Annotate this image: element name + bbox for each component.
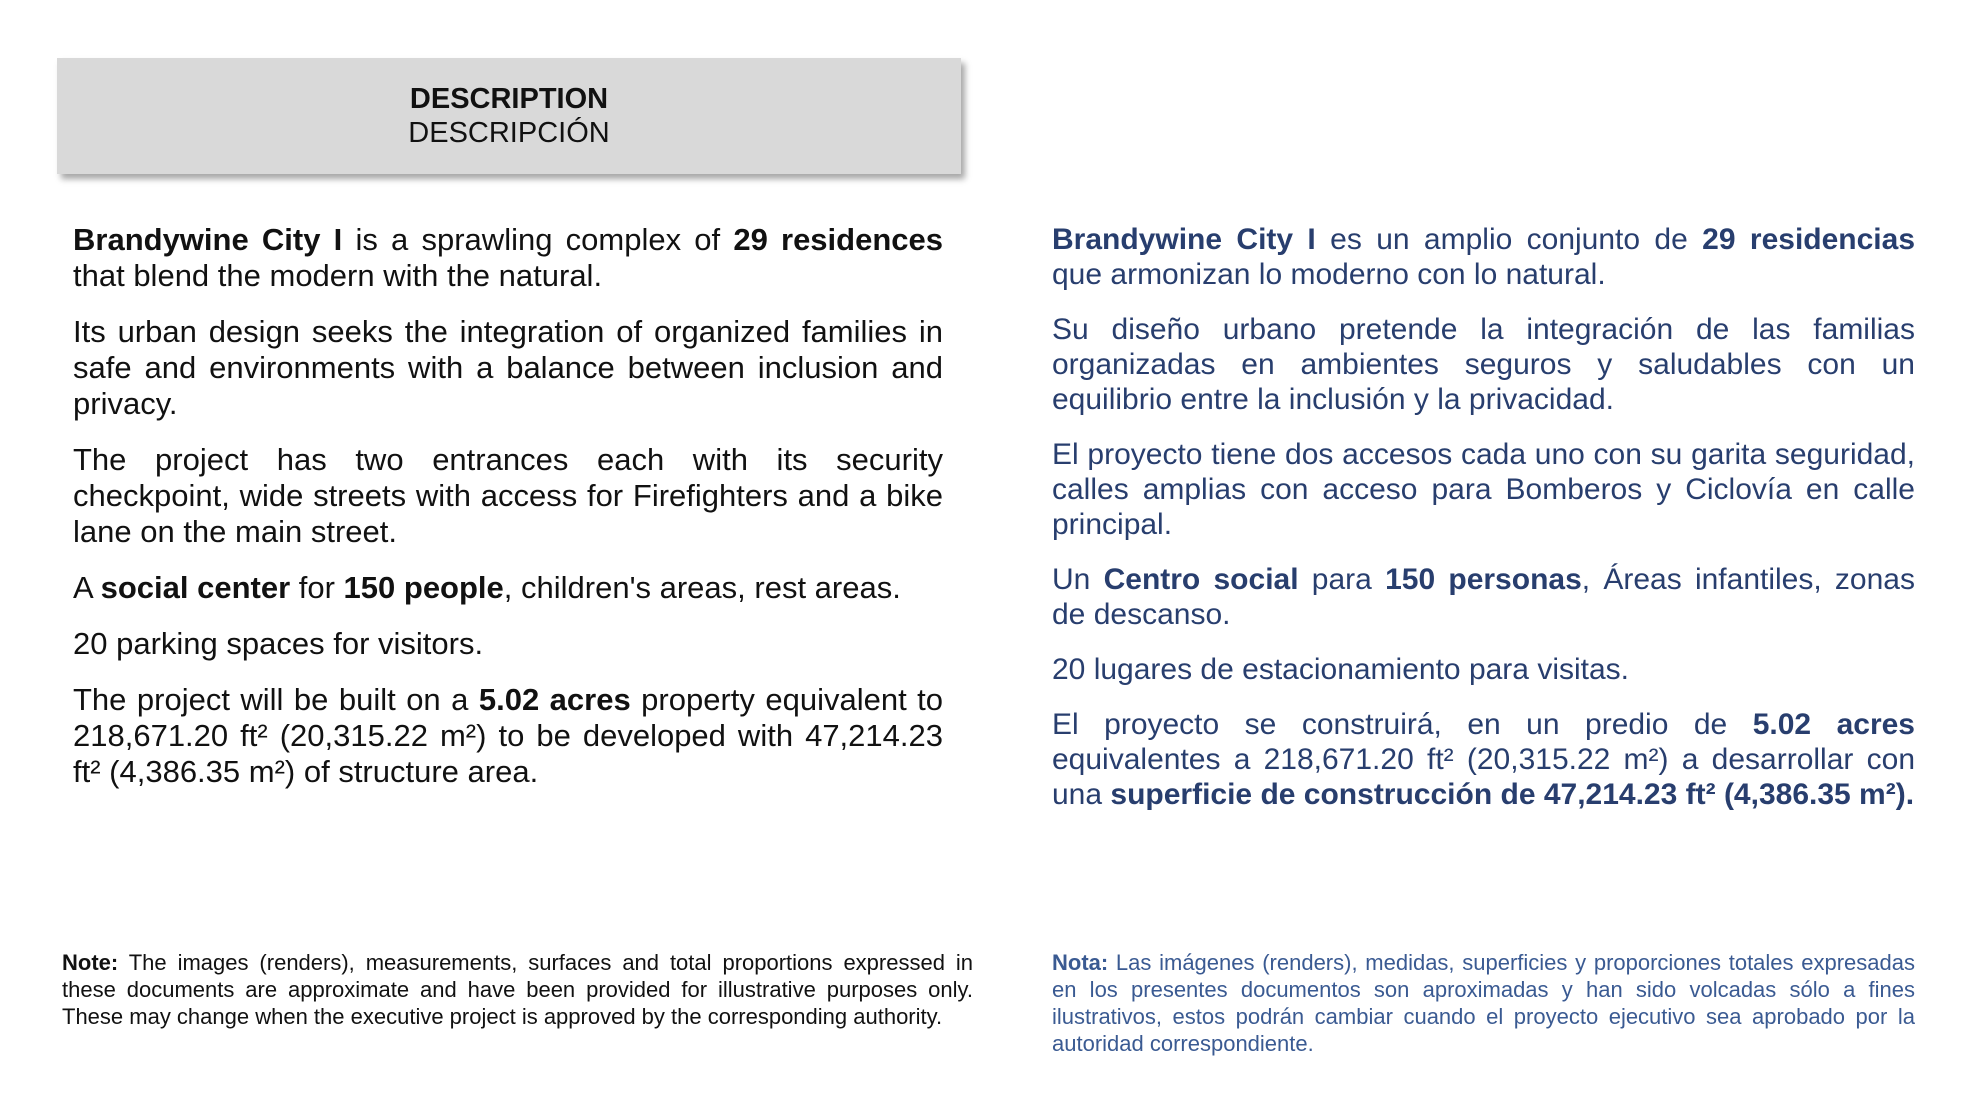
description-header bbox=[57, 58, 961, 174]
en-paragraph-property: The project will be built on a 5.02 acres property equivalent to 218,671.20 ft² (20,315.22 m²) to be developed with 47,214.23 ft² (4,386.35 m²) of structure area. bbox=[73, 682, 944, 789]
note-text-es: Las imágenes (renders), medidas, superficies y proporciones totales expresadas en los presentes documentos son aproximadas y han sido volcadas sólo a fines ilustrativos, estos podrán cambiar cuando el proyecto ejecutivo sea aprobado por la autoridad correspondiente. bbox=[1052, 950, 1915, 1056]
spanish-description bbox=[1052, 222, 1915, 832]
en-paragraph-urban-design: Its urban design seeks the integration of organized families in safe and environments with a balance between inclusion and privacy. bbox=[73, 314, 943, 421]
note-text-en: The images (renders), measurements, surfaces and total proportions expressed in these documents are approximate and have been provided for illustrative purposes only. These may change when the executive project is approved by the corresponding authority. bbox=[62, 950, 973, 1029]
header-title-en: DESCRIPTION bbox=[409, 83, 609, 115]
es-paragraph-entrances: El proyecto tiene dos accesos cada uno con su garita seguridad, calles amplias con acceso para Bomberos y Ciclovía en calle principal. bbox=[1052, 438, 1915, 541]
es-paragraph-urban-design: Su diseño urbano pretende la integración de las familias organizadas en ambientes seguros y saludables con un equilibrio entre la inclusión y la privacidad. bbox=[1052, 313, 1915, 416]
english-description bbox=[73, 222, 943, 810]
es-paragraph-intro: Brandywine City I es un amplio conjunto de 29 residencias que armonizan lo moderno con lo natural. bbox=[1052, 223, 1916, 291]
en-paragraph-parking: 20 parking spaces for visitors. bbox=[73, 626, 484, 661]
header-title-es: DESCRIPCIÓN bbox=[408, 117, 610, 149]
english-note bbox=[62, 949, 973, 1030]
es-paragraph-property: El proyecto se construirá, en un predio de 5.02 acres equivalentes a 218,671.20 ft² (20,315.22 m²) a desarrollar con una superficie de construcción de 47,214.23 ft² (4,386.35 m²). bbox=[1052, 708, 1915, 811]
note-label-en: Note: bbox=[62, 950, 119, 975]
en-paragraph-intro: Brandywine City I is a sprawling complex of 29 residences that blend the modern with the natural. bbox=[73, 222, 943, 293]
en-paragraph-social-center: A social center for 150 people, children's areas, rest areas. bbox=[73, 570, 901, 605]
es-paragraph-social-center: Un Centro social para 150 personas, Áreas infantiles, zonas de descanso. bbox=[1052, 563, 1915, 631]
en-paragraph-entrances: The project has two entrances each with its security checkpoint, wide streets with access for Firefighters and a bike lane on the main street. bbox=[73, 442, 943, 549]
spanish-note bbox=[1052, 949, 1915, 1057]
es-paragraph-parking: 20 lugares de estacionamiento para visitas. bbox=[1052, 653, 1630, 686]
note-label-es: Nota: bbox=[1052, 950, 1109, 975]
